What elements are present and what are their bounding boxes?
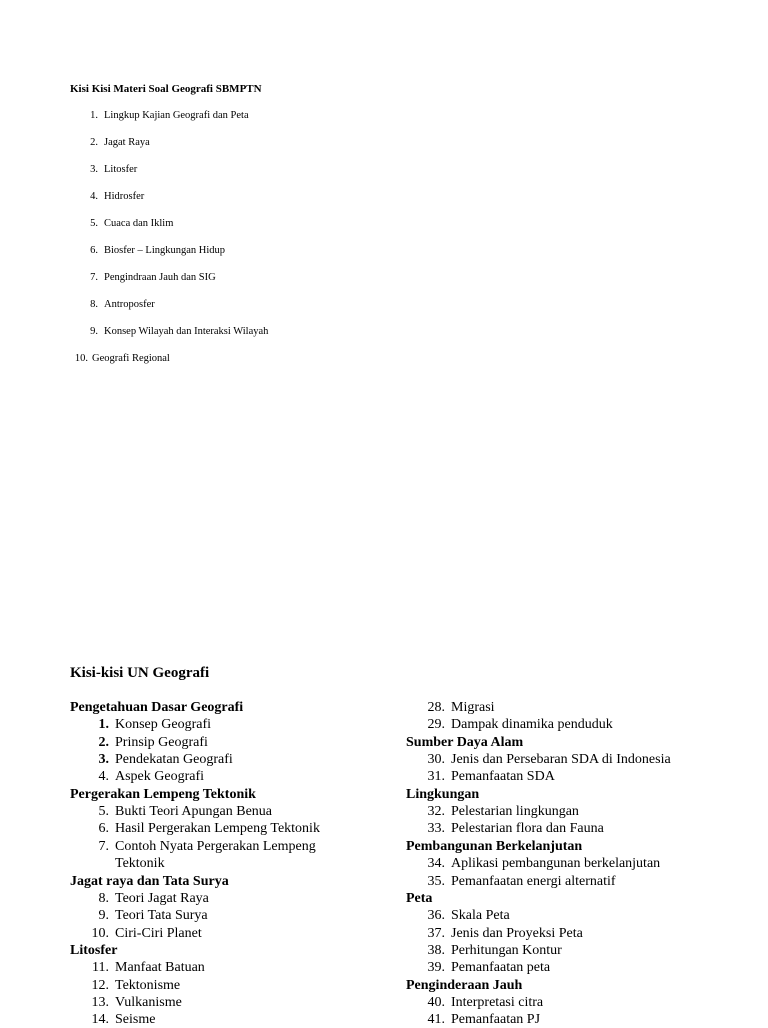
list-number: 9. — [98, 908, 109, 924]
list-text: Konsep Wilayah dan Interaksi Wilayah — [104, 326, 269, 337]
section-heading: Pergerakan Lempeng Tektonik — [70, 786, 256, 802]
list-number: 10. — [74, 353, 88, 364]
list-number: 33. — [427, 821, 445, 837]
list-number: 5. — [98, 804, 109, 820]
list-item — [84, 838, 316, 855]
list-number: 2. — [98, 734, 109, 750]
list-text: Vulkanisme — [115, 994, 182, 1010]
list-number: 4. — [90, 191, 98, 202]
section-heading: Pengetahuan Dasar Geografi — [70, 700, 244, 715]
list-text: Geografi Regional — [92, 353, 170, 364]
section-heading: Litosfer — [70, 942, 118, 958]
list-item — [84, 1011, 155, 1028]
list-text: Tektonisme — [115, 977, 181, 993]
list-text: Konsep Geografi — [115, 717, 212, 733]
list-item — [84, 768, 204, 785]
list-number: 35. — [427, 873, 445, 889]
list-number: 32. — [427, 804, 445, 820]
list-text: Dampak dinamika penduduk — [451, 717, 613, 733]
section-heading: Penginderaan Jauh — [406, 977, 523, 993]
list-item — [414, 768, 555, 785]
un-title: Kisi-kisi UN Geografi — [70, 665, 210, 681]
list-text: Migrasi — [451, 700, 495, 715]
list-text: Interpretasi citra — [451, 994, 544, 1010]
list-text: Pelestarian lingkungan — [451, 804, 579, 820]
list-item — [84, 907, 208, 924]
list-number: 29. — [427, 717, 445, 733]
list-number: 13. — [91, 994, 109, 1010]
list-number: 7. — [90, 272, 98, 283]
list-number: 3. — [90, 164, 98, 175]
list-text: Pemanfaatan peta — [451, 960, 551, 976]
list-number: 11. — [92, 960, 109, 976]
list-text: Bukti Teori Apungan Benua — [115, 804, 273, 820]
list-number: 36. — [427, 908, 445, 924]
list-number: 5. — [90, 218, 98, 229]
list-item — [84, 925, 202, 942]
list-number: 1. — [98, 717, 109, 733]
list-number: 34. — [427, 856, 445, 872]
list-item — [84, 890, 209, 907]
list-text: Hidrosfer — [104, 191, 145, 202]
list-number: 2. — [90, 137, 98, 148]
list-number: 12. — [91, 977, 109, 993]
list-number: 9. — [90, 326, 98, 337]
list-text: Litosfer — [104, 164, 138, 175]
list-text: Pengindraan Jauh dan SIG — [104, 272, 216, 283]
list-item — [414, 942, 562, 959]
list-text: Cuaca dan Iklim — [104, 218, 174, 229]
list-item — [414, 803, 579, 820]
list-text: Teori Tata Surya — [115, 908, 208, 924]
section-heading: Lingkungan — [406, 786, 480, 802]
section-heading: Sumber Daya Alam — [406, 734, 524, 750]
list-item — [414, 716, 613, 733]
list-text: Pemanfaatan SDA — [451, 769, 555, 785]
list-item — [84, 751, 233, 768]
list-number: 6. — [90, 245, 98, 256]
list-text: Lingkup Kajian Geografi dan Peta — [104, 110, 249, 121]
list-number: 7. — [98, 838, 109, 854]
list-text: Biosfer – Lingkungan Hidup — [104, 245, 226, 256]
section-heading: Jagat raya dan Tata Surya — [70, 873, 229, 889]
list-text: Pemanfaatan PJ — [451, 1012, 541, 1028]
list-number: 41. — [427, 1012, 445, 1028]
list-text: Ciri-Ciri Planet — [115, 925, 202, 941]
list-item — [414, 925, 583, 942]
list-text: Prinsip Geografi — [115, 734, 208, 750]
list-number: 28. — [427, 700, 445, 715]
list-text: Pemanfaatan energi alternatif — [451, 873, 616, 889]
list-text: Manfaat Batuan — [115, 960, 205, 976]
list-number: 4. — [98, 769, 109, 785]
list-text: Jenis dan Persebaran SDA di Indonesia — [451, 752, 671, 768]
list-text: Teori Jagat Raya — [115, 890, 209, 906]
list-item — [414, 907, 510, 924]
list-item — [414, 751, 671, 768]
list-item — [84, 803, 272, 820]
list-item — [84, 977, 180, 994]
list-number: 6. — [98, 821, 109, 837]
sbmptn-title: Kisi Kisi Materi Soal Geografi SBMPTN — [70, 83, 262, 95]
list-text: Seisme — [115, 1012, 156, 1028]
list-number: 1. — [90, 110, 98, 121]
list-number: 8. — [98, 890, 109, 906]
list-text: Skala Peta — [451, 908, 510, 924]
list-text: Hasil Pergerakan Lempeng Tektonik — [115, 821, 320, 837]
list-number: 3. — [98, 752, 109, 768]
list-text: Contoh Nyata Pergerakan Lempeng — [115, 838, 316, 854]
list-item — [414, 959, 550, 976]
list-text: Aspek Geografi — [115, 769, 205, 785]
list-text: Aplikasi pembangunan berkelanjutan — [451, 856, 661, 872]
list-item — [84, 994, 182, 1011]
list-text: Pelestarian flora dan Fauna — [451, 821, 604, 837]
list-text: Jagat Raya — [104, 137, 150, 148]
list-number: 30. — [427, 752, 445, 768]
list-item — [84, 734, 208, 751]
list-item — [414, 855, 660, 872]
list-number: 37. — [427, 925, 445, 941]
list-number: 10. — [91, 925, 109, 941]
list-item — [414, 1011, 540, 1028]
list-text: Pendekatan Geografi — [115, 752, 233, 768]
list-item — [414, 699, 495, 716]
list-item — [414, 873, 616, 890]
list-item — [414, 820, 604, 837]
list-text: Antroposfer — [104, 299, 155, 310]
list-item — [84, 716, 211, 733]
list-item — [414, 994, 543, 1011]
list-number: 40. — [427, 994, 445, 1010]
list-item — [84, 959, 205, 976]
list-number: 38. — [427, 942, 445, 958]
list-item — [84, 820, 320, 837]
section-heading: Pembangunan Berkelanjutan — [406, 838, 583, 854]
list-number: 14. — [91, 1012, 109, 1028]
list-number: 8. — [90, 299, 98, 310]
list-number: 31. — [427, 769, 445, 785]
list-item-continuation: Tektonik — [115, 856, 165, 872]
list-text: Perhitungan Kontur — [451, 942, 562, 958]
list-number: 39. — [427, 960, 445, 976]
section-heading: Peta — [406, 890, 433, 906]
list-text: Jenis dan Proyeksi Peta — [451, 925, 583, 941]
